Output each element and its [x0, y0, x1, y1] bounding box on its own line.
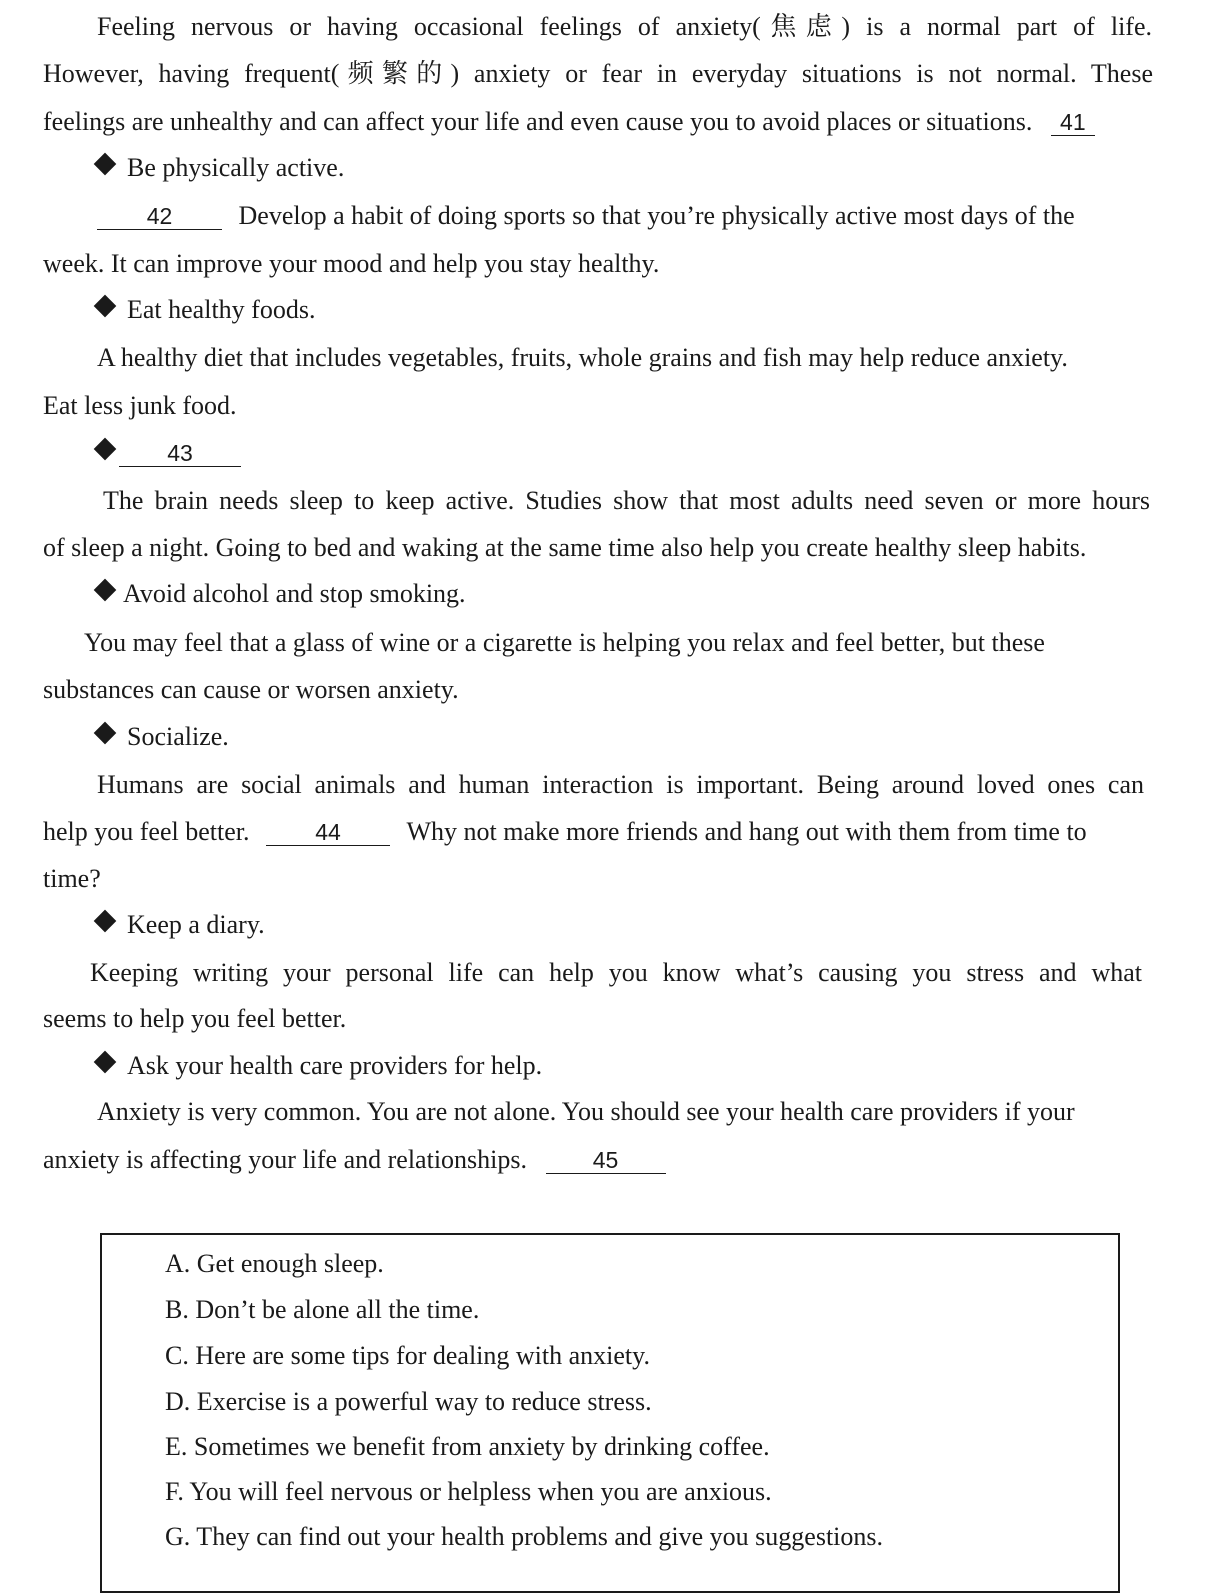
diamond-bullet-icon	[94, 722, 117, 745]
options-box	[100, 1233, 1120, 1593]
option-a[interactable]: A. Get enough sleep.	[165, 1249, 384, 1278]
tip-alcohol-line-2: substances can cause or worsen anxiety.	[43, 675, 459, 704]
intro-line-3	[43, 106, 1183, 138]
tip-heading-providers-text: Ask your health care providers for help.	[127, 1051, 543, 1080]
tip-heading-diary	[97, 909, 265, 941]
option-c[interactable]: C. Here are some tips for dealing with anxiety.	[165, 1341, 650, 1370]
tip-active-line-2: week. It can improve your mood and help you stay healthy.	[43, 249, 660, 278]
diamond-bullet-icon	[94, 295, 117, 318]
option-f[interactable]: F. You will feel nervous or helpless when you are anxious.	[165, 1477, 772, 1506]
tip-active-line-1	[97, 200, 1219, 232]
intro-line-1: Feeling nervous or having occasional feelings of anxiety(焦虑) is a normal part of life.	[97, 12, 1152, 41]
tip-heading-foods-text: Eat healthy foods.	[127, 295, 316, 324]
tip-heading-blank-43	[97, 437, 241, 469]
tip-providers-line-2	[43, 1144, 1183, 1176]
intro-line-2: However, having frequent(频繁的) anxiety or fear in everyday situations is not normal. These	[43, 59, 1153, 88]
tip-providers-line-2-text: anxiety is affecting your life and relationships.	[43, 1145, 527, 1174]
tip-socialize-line-2b: Why not make more friends and hang out with them from time to	[406, 817, 1087, 846]
option-e[interactable]: E. Sometimes we benefit from anxiety by drinking coffee.	[165, 1432, 770, 1461]
tip-diary-line-2: seems to help you feel better.	[43, 1004, 347, 1033]
tip-foods-line-1: A healthy diet that includes vegetables, fruits, whole grains and fish may help reduce anxiety.	[97, 343, 1068, 372]
diamond-bullet-icon	[94, 153, 117, 176]
tip-sleep-line-2: of sleep a night. Going to bed and waking at the same time also help you create healthy sleep habits.	[43, 533, 1087, 562]
diamond-bullet-icon	[94, 1051, 117, 1074]
tip-diary-line-1: Keeping writing your personal life can help you know what’s causing you stress and what	[90, 958, 1142, 987]
tip-heading-alcohol	[97, 578, 466, 610]
blank-42[interactable]: 42	[97, 203, 222, 230]
tip-providers-line-1: Anxiety is very common. You are not alone. You should see your health care providers if your	[97, 1097, 1075, 1126]
blank-43[interactable]: 43	[119, 440, 241, 467]
tip-heading-providers	[97, 1050, 542, 1082]
diamond-bullet-icon	[94, 910, 117, 933]
tip-heading-alcohol-text: Avoid alcohol and stop smoking.	[123, 579, 466, 608]
option-g[interactable]: G. They can find out your health problems and give you suggestions.	[165, 1522, 884, 1551]
tip-foods-line-2: Eat less junk food.	[43, 391, 237, 420]
tip-heading-socialize	[97, 721, 229, 753]
tip-sleep-line-1: The brain needs sleep to keep active. Studies show that most adults need seven or more hours	[103, 486, 1150, 515]
blank-44[interactable]: 44	[266, 819, 390, 846]
option-d[interactable]: D. Exercise is a powerful way to reduce stress.	[165, 1387, 652, 1416]
tip-heading-foods	[97, 294, 315, 326]
blank-45[interactable]: 45	[546, 1147, 666, 1174]
tip-heading-diary-text: Keep a diary.	[127, 910, 265, 939]
option-b[interactable]: B. Don’t be alone all the time.	[165, 1295, 480, 1324]
tip-heading-active-text: Be physically active.	[127, 153, 345, 182]
tip-active-line-1-text: Develop a habit of doing sports so that you’re physically active most days of the	[238, 201, 1075, 230]
tip-alcohol-line-1: You may feel that a glass of wine or a cigarette is helping you relax and feel better, but these	[84, 628, 1045, 657]
tip-socialize-line-3: time?	[43, 864, 101, 893]
tip-heading-socialize-text: Socialize.	[127, 722, 229, 751]
tip-socialize-line-1: Humans are social animals and human interaction is important. Being around loved ones can	[97, 770, 1144, 799]
tip-socialize-line-2	[43, 816, 1183, 848]
blank-41[interactable]: 41	[1051, 109, 1095, 136]
intro-line-3-text: feelings are unhealthy and can affect your life and even cause you to avoid places or situations.	[43, 107, 1033, 136]
tip-socialize-line-2a: help you feel better.	[43, 817, 250, 846]
tip-heading-active	[97, 152, 344, 184]
diamond-bullet-icon	[94, 579, 117, 602]
diamond-bullet-icon	[94, 438, 117, 461]
